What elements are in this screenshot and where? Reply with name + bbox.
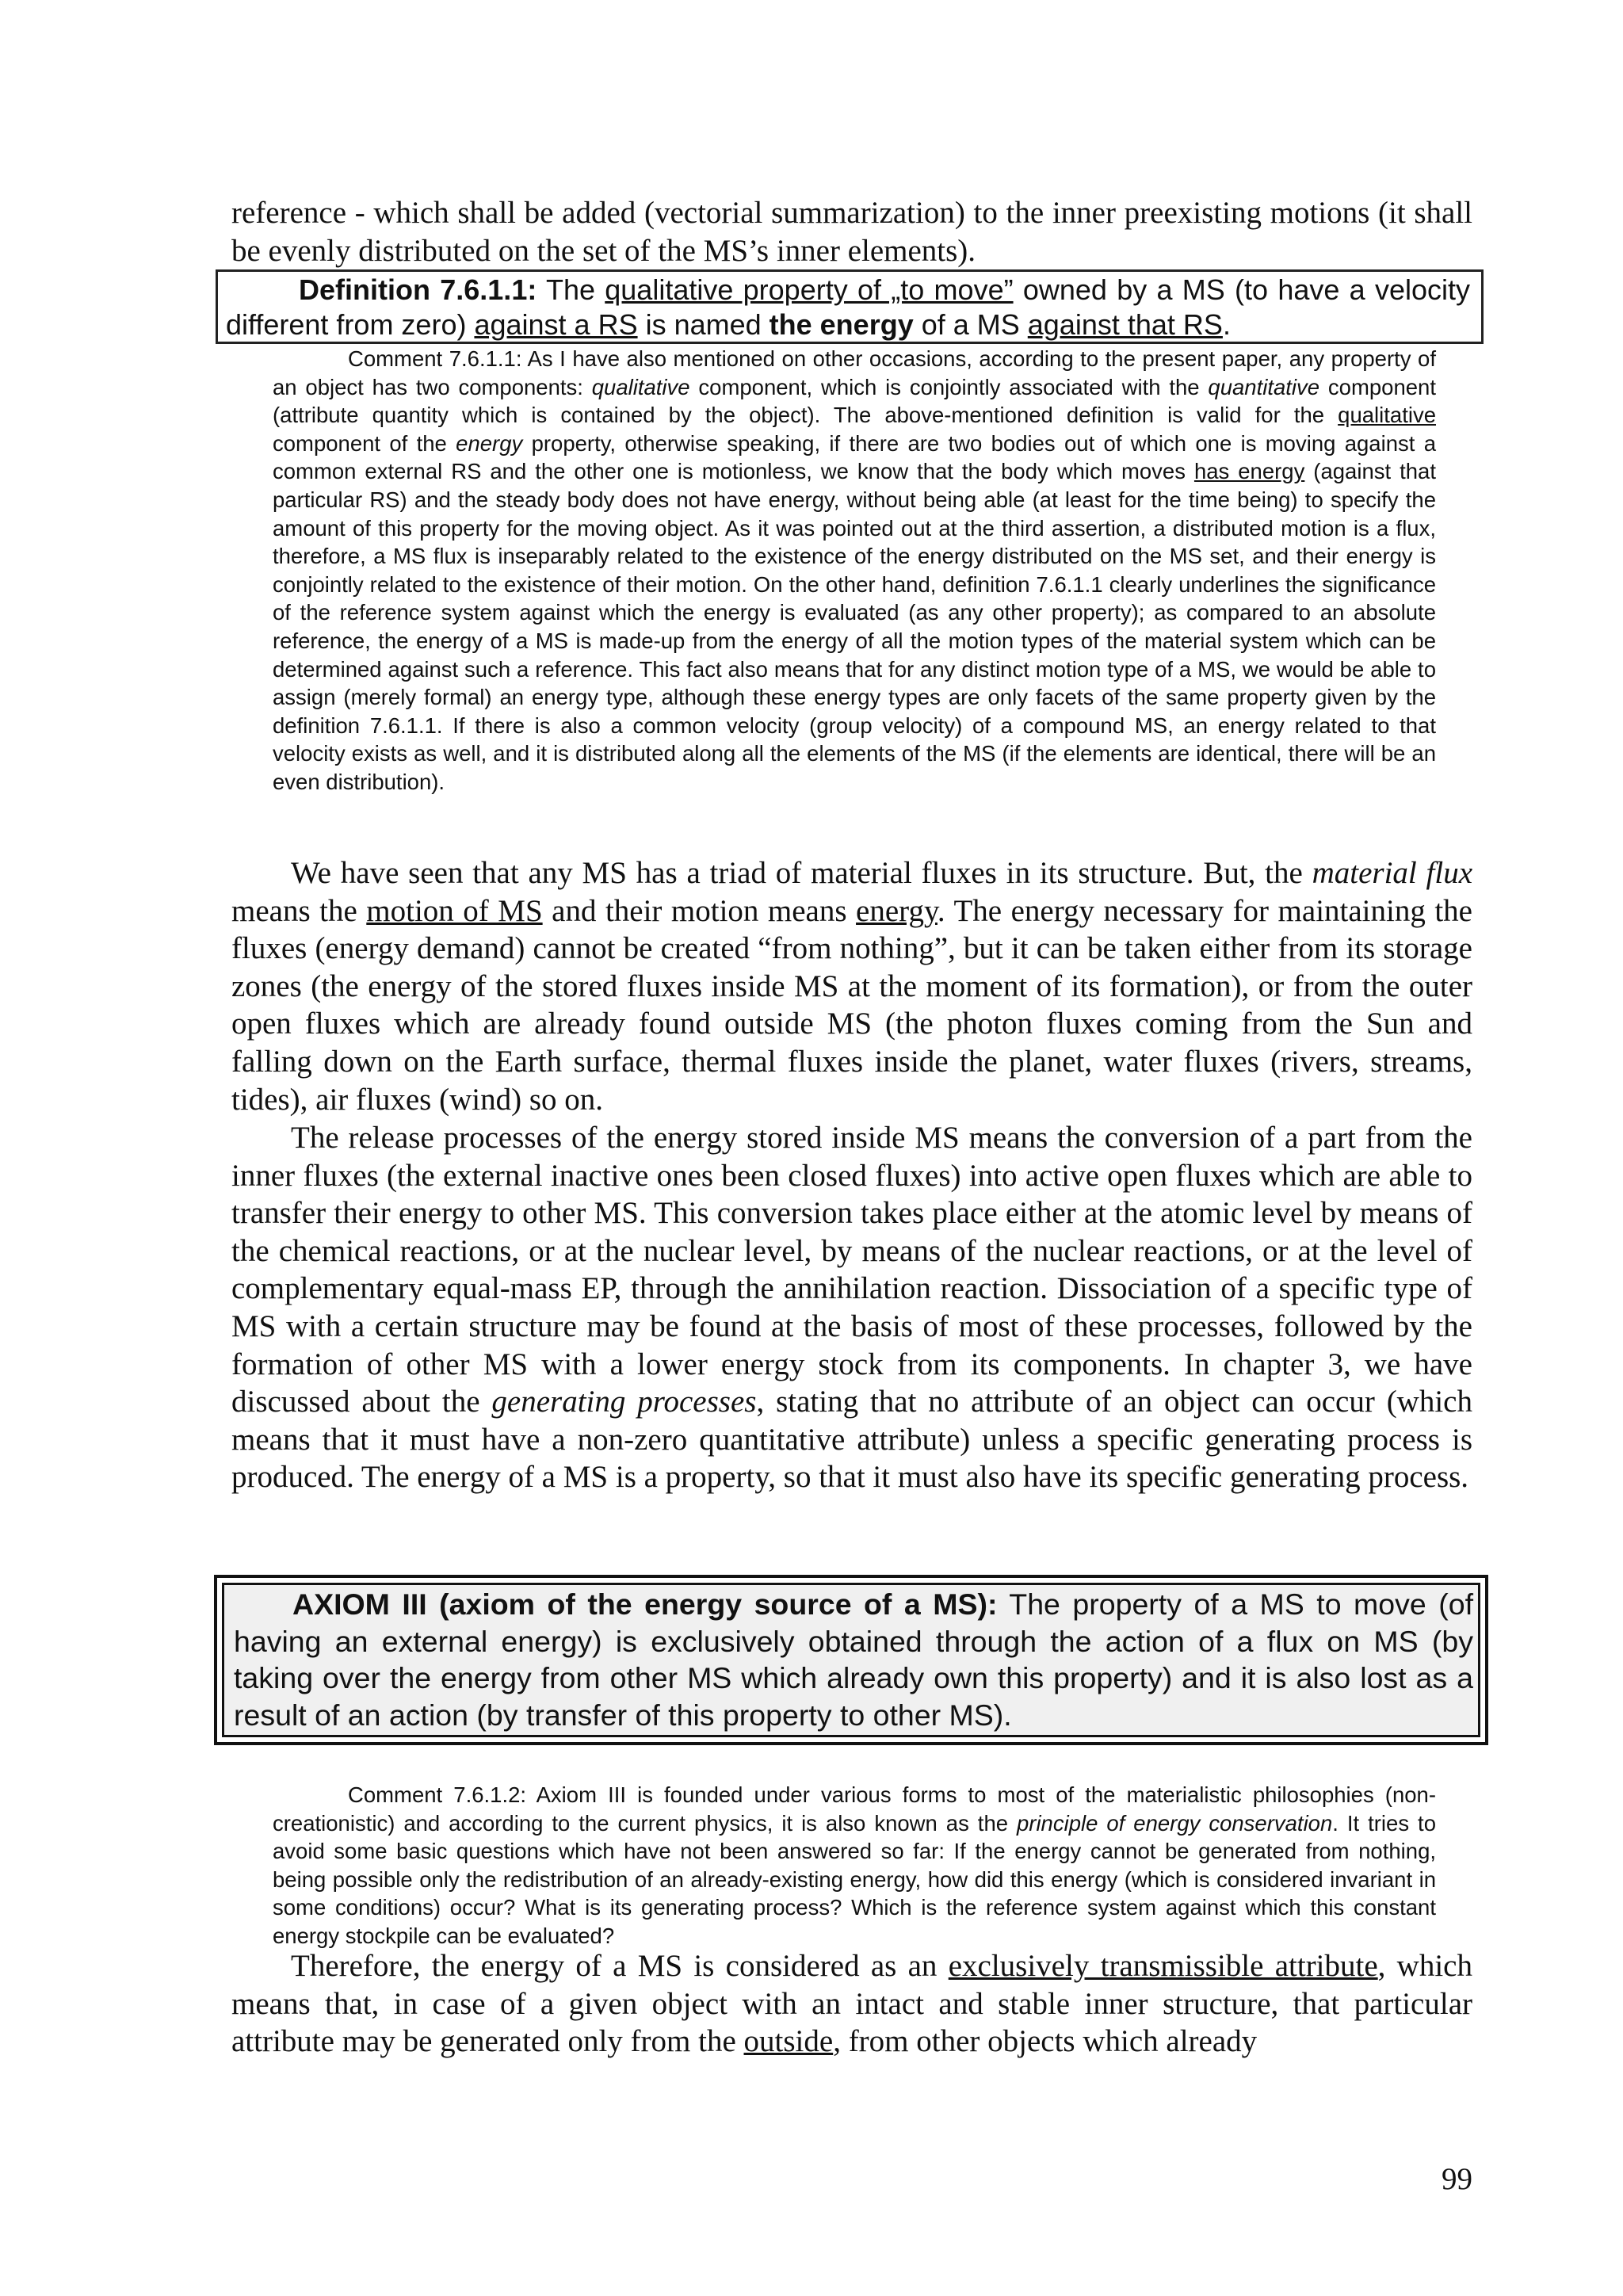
paragraph-release-processes: The release processes of the energy stored inside MS means the conversion of a part from the inner fluxes (the external inactive ones been closed fluxes) into active open fluxes which are able to transfer their energy to other MS. This conversion takes place either at the atomic level by means of the chemical reactions, or at the nuclear level, by means of the nuclear reactions, or at the level of complementary equal-mass EP, through the annihilation reaction. Dissociation of a specific type of MS with a certain structure may be found at the basis of most of these processes, followed by the formation of other MS with a lower energy stock from its components. In chapter 3, we have discussed about the generating processes, stating that no attribute of an object can occur (which means that it must have a non-zero quantitative attribute) unless a specific generating process is produced. The energy of a MS is a property, so that it must also have its specific generating process. — [231, 1121, 1472, 1495]
paragraph-transmissible-attribute: Therefore, the energy of a MS is considered as an exclusively transmissible attribute, which means that, in case of a given object with an intact and stable inner structure, that particular attribute may be generated only from the outside, from other objects which already — [231, 1949, 1472, 2059]
axiom-text: AXIOM III (axiom of the energy source of a MS): The property of a MS to move (of having an external energy) is exclusively obtained through the action of a flux on MS (by taking over the energy from other MS which already own this property) and it is also lost as a result of an action (by transfer of this property to other MS). — [222, 1583, 1480, 1737]
page-number: 99 — [1442, 2162, 1472, 2196]
definition-label: Definition 7.6.1.1: — [299, 273, 537, 306]
comment-7-6-1-1: Comment 7.6.1.1: As I have also mentioned on other occasions, according to the present paper, any property of an object has two components: qualitative component, which is conjointly associated with the quantitative component (attribute quantity which is contained by the object). The above-mentioned definition is valid for the qualitative component of the energy property, otherwise speaking, if there are two bodies out of which one is moving against a common external RS and the other one is motionless, we know that the body which moves has energy (against that particular RS) and the steady body does not have energy, without being able (at least for the time being) to specify the amount of this property for the moving object. As it was pointed out at the third assertion, a distributed motion is a flux, therefore, a MS flux is inseparably related to the existence of the energy distributed on the MS set, and their energy is conjointly related to the existence of their motion. On the other hand, definition 7.6.1.1 clearly underlines the significance of the reference system against which the energy is evaluated (as any other property); as compared to an absolute reference, the energy of a MS is made-up from the energy of all the motion types of the material system which can be determined against such a reference. This fact also means that for any distinct motion type of a MS, we would be able to assign (merely formal) an energy type, although these energy types are only facets of the same property given by the definition 7.6.1.1. If there is also a common velocity (group velocity) of a compound MS, an energy related to that velocity exists as well, and it is distributed along all the elements of the MS (if the elements are identical, there will be an even distribution). — [273, 346, 1436, 794]
axiom-box — [214, 1575, 1488, 1745]
definition-box: Definition 7.6.1.1: The qualitative property of „to move” owned by a MS (to have a velocity different from zero) against a RS is named the energy of a MS against that RS. — [216, 269, 1484, 344]
paragraph-material-flux: We have seen that any MS has a triad of material fluxes in its structure. But, the material flux means the motion of MS and their motion means energy. The energy necessary for maintaining the fluxes (energy demand) cannot be created “from nothing”, but it can be taken either from its storage zones (the energy of the stored fluxes inside MS at the moment of its formation), or from the outer open fluxes which are already found outside MS (the photon fluxes coming from the Sun and falling down on the Earth surface, thermal fluxes inside the planet, water fluxes (rivers, streams, tides), air fluxes (wind) so on. — [231, 856, 1473, 1117]
comment-7-6-1-2: Comment 7.6.1.2: Axiom III is founded under various forms to most of the materialistic philosophies (non-creationistic) and according to the current physics, it is also known as the principle of energy conservation. It tries to avoid some basic questions which have not been answered so far: If the energy cannot be generated from nothing, being possible only the redistribution of an already-existing energy, how did this energy (which is considered invariant in some conditions) occur? What is its generating process? Which is the reference system against which this constant energy stockpile can be evaluated? — [273, 1782, 1436, 1948]
axiom-label: AXIOM III (axiom of the energy source of a MS): — [292, 1587, 998, 1621]
paragraph-continuation: reference - which shall be added (vectorial summarization) to the inner preexisting motions (it shall be evenly distributed on the set of the MS’s inner elements). — [231, 196, 1472, 268]
